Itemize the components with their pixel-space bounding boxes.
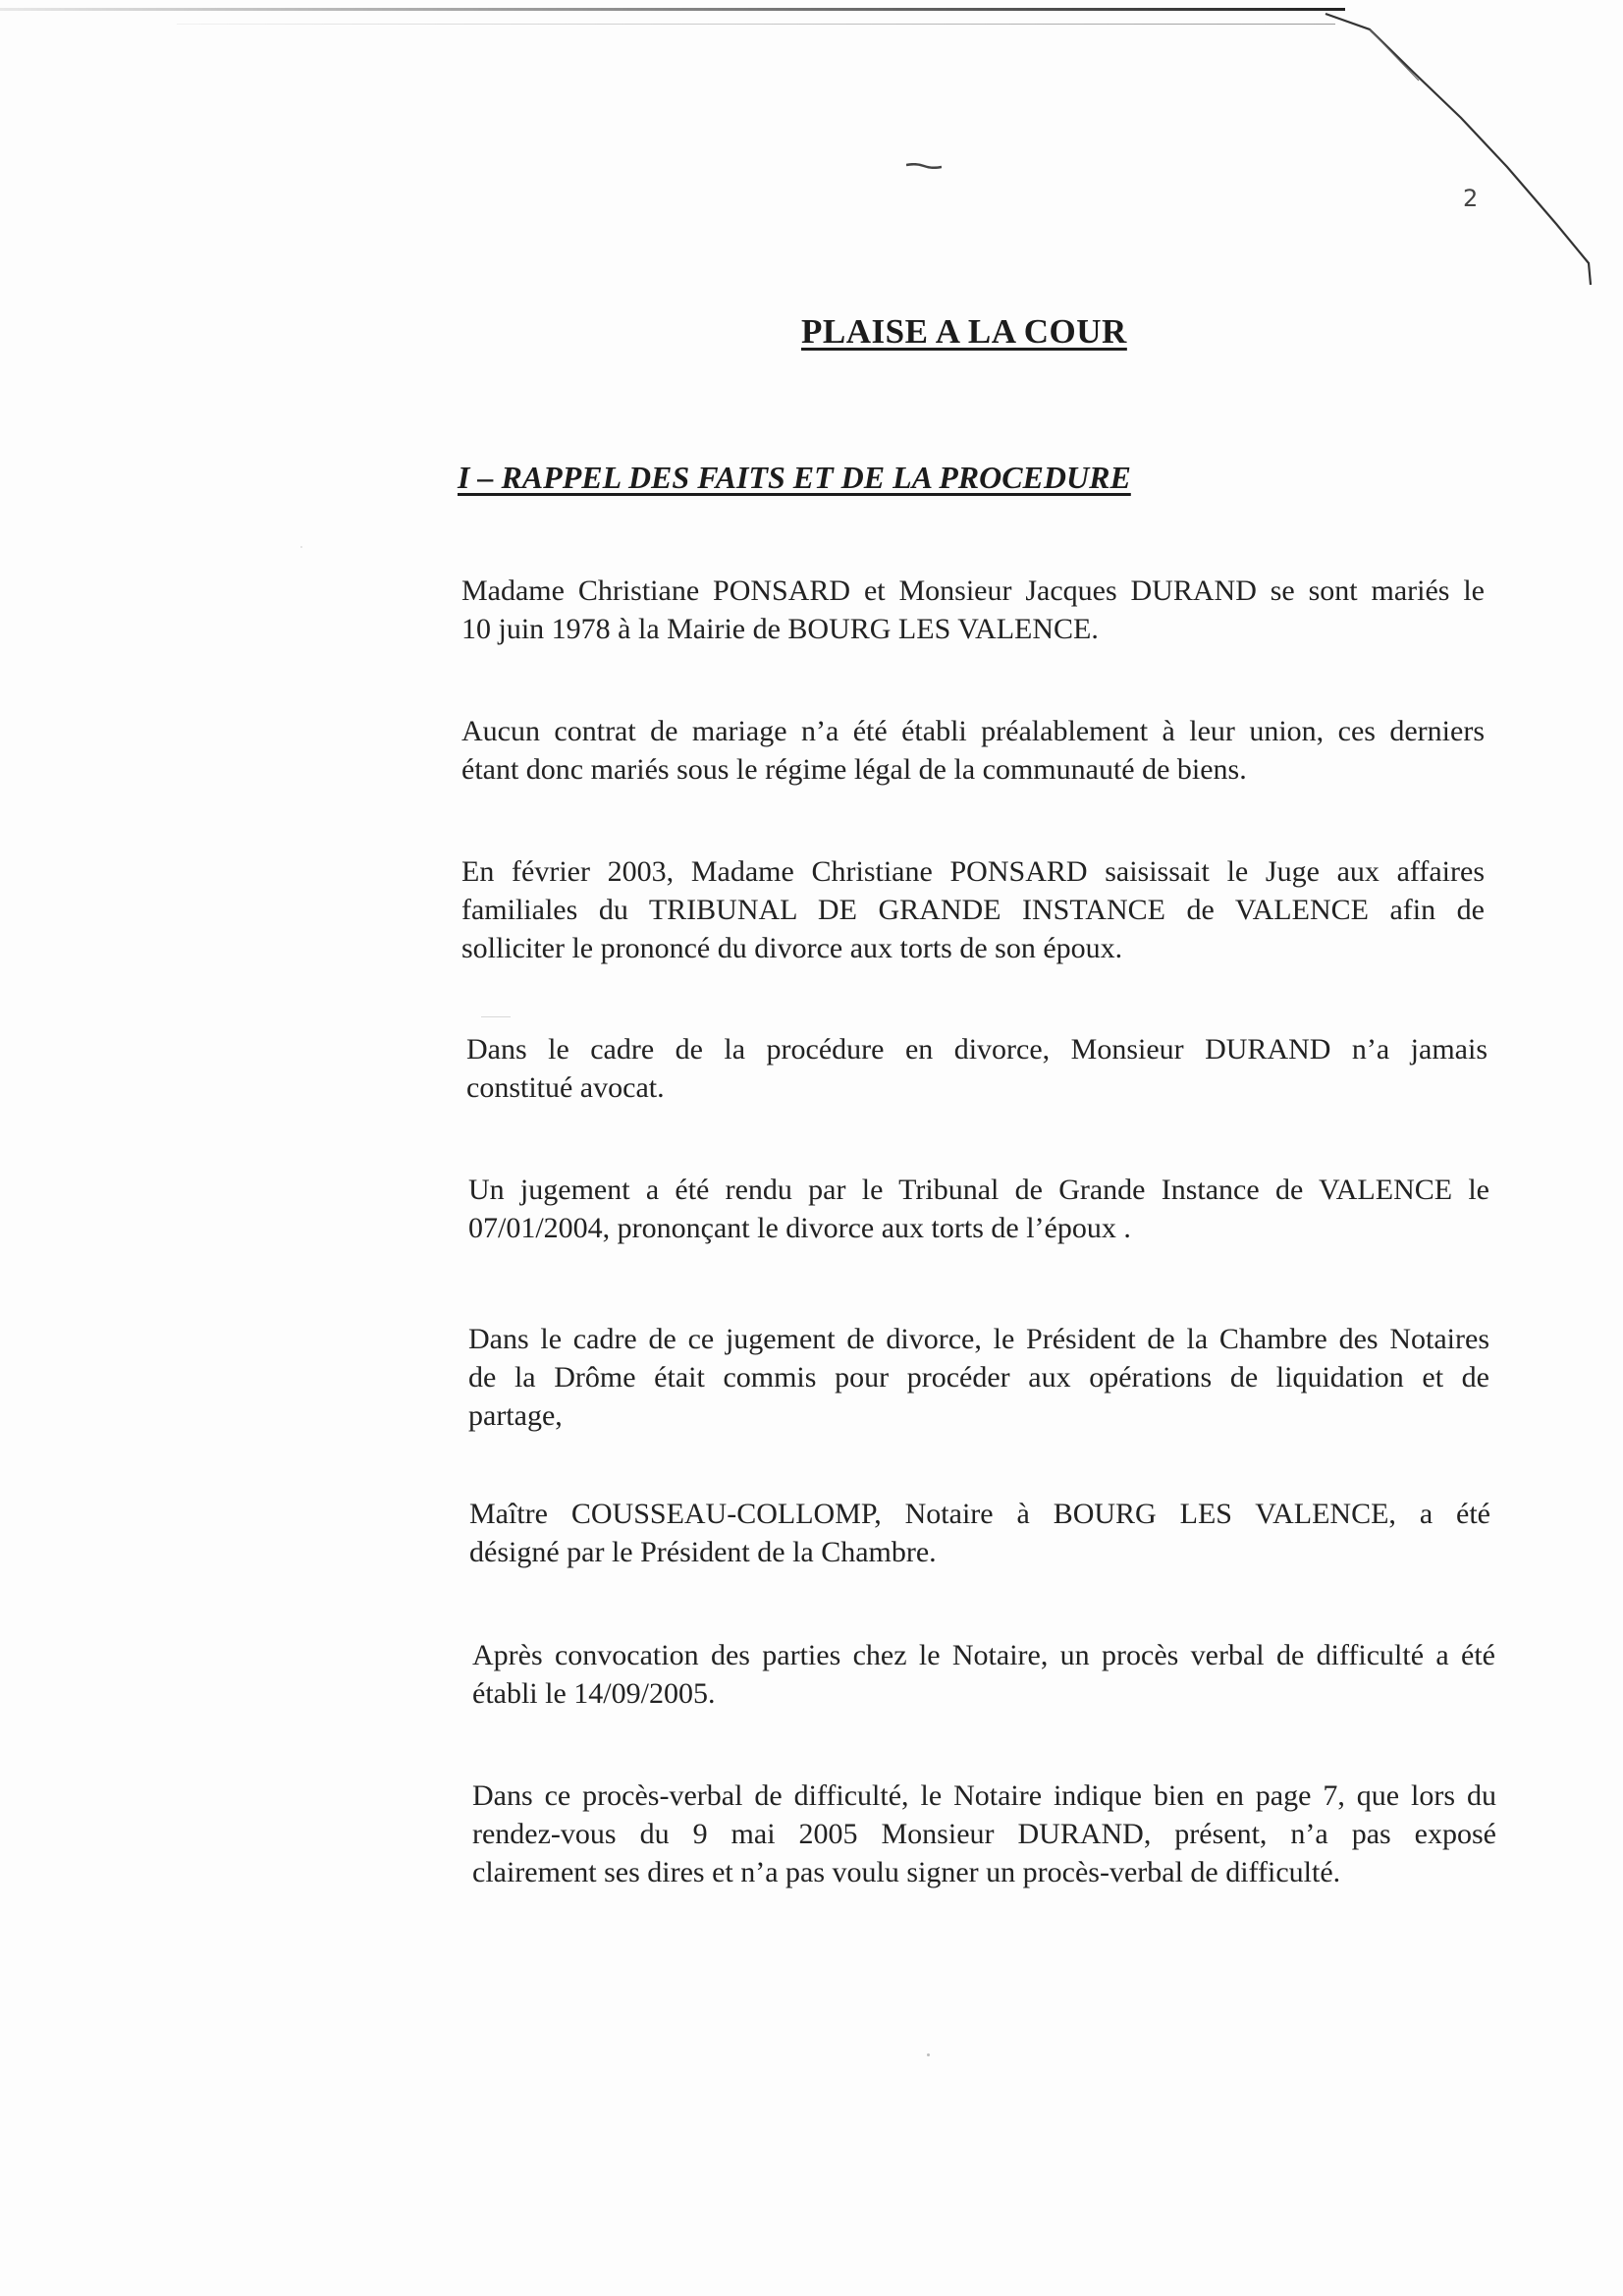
paragraph [461,852,1485,967]
paragraph-line: étant donc mariés sous le régime légal de la communauté de biens. [461,753,1247,786]
paragraph [461,712,1485,789]
scan-speck [927,2053,930,2056]
paragraph-line: rendez-vous du 9 mai 2005 Monsieur DURAND, présent, n’a pas exposé [472,1818,1496,1850]
paragraph-line: partage, [468,1399,563,1432]
paragraph-line: Maître COUSSEAU-COLLOMP, Notaire à BOURG LES VALENCE, a été [469,1498,1490,1530]
paragraph-line: Un jugement a été rendu par le Tribunal de Grande Instance de VALENCE le [468,1174,1489,1206]
paragraph [469,1495,1490,1571]
paragraph [468,1320,1489,1435]
paragraph-line: clairement ses dires et n’a pas voulu signer un procès-verbal de difficulté. [472,1856,1341,1888]
paragraph-line: Après convocation des parties chez le Notaire, un procès verbal de difficulté a été [472,1639,1495,1671]
paragraph-line: familiales du TRIBUNAL DE GRANDE INSTANCE de VALENCE afin de [461,894,1485,926]
paragraph [461,572,1485,648]
paragraph [468,1171,1489,1247]
scan-mark [906,163,942,169]
paragraph-line: Aucun contrat de mariage n’a été établi préalablement à leur union, ces derniers [461,715,1485,747]
scan-speck [300,546,302,548]
scan-speck [481,1016,511,1017]
paragraph-line: En février 2003, Madame Christiane PONSARD saisissait le Juge aux affaires [461,855,1485,888]
paragraph-line: Dans ce procès-verbal de difficulté, le Notaire indique bien en page 7, que lors du [472,1779,1496,1812]
paragraph-line: 10 juin 1978 à la Mairie de BOURG LES VALENCE. [461,613,1099,645]
paragraph [472,1636,1495,1713]
page-number: 2 [1463,185,1479,212]
paragraph-line: Madame Christiane PONSARD et Monsieur Jacques DURAND se sont mariés le [461,574,1485,607]
paragraph-line: Dans le cadre de la procédure en divorce, Monsieur DURAND n’a jamais [466,1033,1488,1066]
section-heading: I – RAPPEL DES FAITS ET DE LA PROCEDURE [458,460,1131,495]
paragraph-line: constitué avocat. [466,1071,665,1104]
paragraph-line: solliciter le prononcé du divorce aux torts de son époux. [461,932,1123,964]
paragraph-line: établi le 14/09/2005. [472,1677,716,1710]
paragraph-line: de la Drôme était commis pour procéder aux opérations de liquidation et de [468,1361,1489,1394]
paragraph-line: désigné par le Président de la Chambre. [469,1536,937,1568]
paragraph-line: Dans le cadre de ce jugement de divorce, le Président de la Chambre des Notaires [468,1323,1489,1355]
page-title: PLAISE A LA COUR [801,312,1127,351]
paragraph [472,1777,1496,1891]
paragraph-line: 07/01/2004, prononçant le divorce aux torts de l’époux . [468,1212,1131,1244]
paragraph [466,1030,1488,1107]
